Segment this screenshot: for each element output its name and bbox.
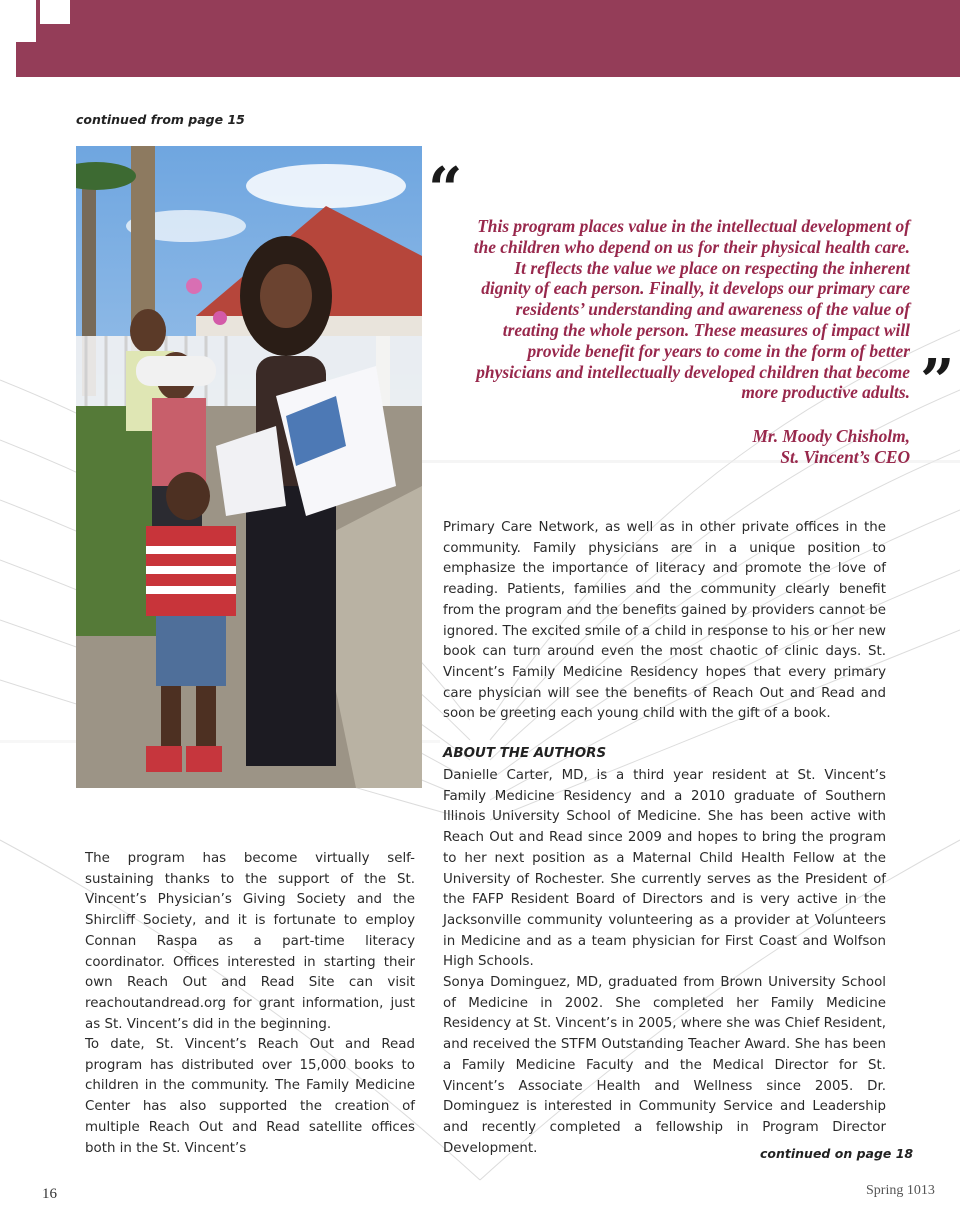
author-bio-carter: Danielle Carter, MD, is a third year resident at St. Vincent’s Family Medicine Residency and a 2010 graduate of Southern Illinois University School of Medicine. She has been active with Reach Out and Read since 2009 and hopes to bring the program to her next position as a Maternal Child Health Fellow at the University of Rochester. She currently serves as the President of the FAFP Resident Board of Directors and is very active in the Jacksonville community volunteering as a provider at Volunteers in Medicine and as a team physician for First Coast and Wolfson High Schools. (443, 768, 886, 970)
author-bio-dominguez: Sonya Dominguez, MD, graduated from Brown University School of Medicine in 2002. She completed her Family Medicine Residency at St. Vincent’s in 2005, where she was Chief Resident, and received the STFM Outstanding Teacher Award. She has been a Family Medicine Faculty and the Medical Director for St. Vincent’s Associate Health and Wellness since 2005. Dr. Dominguez is interested in Community Service and Leadership and recently completed a fellowship in Program Director Development. (443, 975, 886, 1156)
page-number: 16 (42, 1186, 57, 1202)
corner-decoration (0, 0, 36, 42)
quote-author-name: Mr. Moody Chisholm, (752, 426, 910, 446)
quote-attribution (560, 426, 910, 468)
open-quote-mark: “ (428, 155, 463, 225)
issue-label: Spring 1013 (866, 1183, 935, 1198)
continued-from-note: continued from page 15 (76, 112, 245, 127)
quote-author-title: St. Vincent’s CEO (780, 447, 910, 467)
continued-on-note: continued on page 18 (760, 1146, 914, 1161)
close-quote-mark: ” (920, 347, 955, 417)
left-column-paragraph: To date, St. Vincent’s Reach Out and Read program has distributed over 15,000 books to children in the community. The Family Medicine Center has also supported the creation of multiple Reach Out and Read satellite offices both in the St. Vincent’s (85, 1037, 415, 1156)
header-band (16, 0, 960, 77)
left-column-paragraph: The program has become virtually self-sustaining thanks to the support of the St. Vincent’s Physician’s Giving Society and the Shircliff Society, and it is fortunate to employ Connan Raspa as a part-time literacy coordinator. Offices interested in starting their own Reach Out and Read Site can visit reachoutandread.org for grant information, just as St. Vincent’s did in the beginning. (85, 851, 415, 1032)
pull-quote-text: This program places value in the intellectual development of the children who depend on us for their physical health care. It reflects the value we place on respecting the inherent dignity of each person. Finally, it develops our primary care residents’ understanding and awareness of the value of treating the whole person. These measures of impact will provide benefit for years to come in the form of better physicians and intellectually developed children that become more productive adults. (473, 216, 910, 403)
right-column-paragraph: Primary Care Network, as well as in other private offices in the community. Family physicians are in a unique position to emphasize the importance of literacy and promote the love of reading. Patients, families and the community clearly benefit from the program and the benefits gained by providers cannot be ignored. The excited smile of a child in response to his or her new book can turn around even the most chaotic of clinic days. St. Vincent’s Family Medicine Residency hopes that every primary care physician will see the benefits of Reach Out and Read and soon be greeting each young child with the gift of a book. (443, 520, 886, 722)
about-authors-heading: ABOUT THE AUTHORS (443, 746, 607, 761)
corner-decoration (40, 0, 70, 24)
photo-family-with-books (76, 146, 422, 788)
